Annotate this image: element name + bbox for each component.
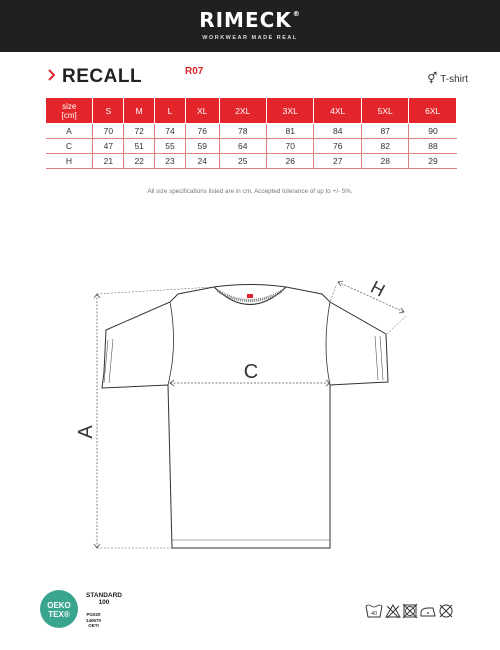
size-table-header	[46, 98, 457, 124]
table-cell: 55	[155, 139, 186, 154]
table-cell: 84	[314, 124, 361, 139]
row-label: A	[46, 124, 93, 139]
svg-text:40: 40	[370, 611, 378, 617]
brand-name: RIMECK	[199, 8, 292, 32]
table-cell: 59	[185, 139, 219, 154]
product-type-label: T-shirt	[440, 74, 468, 85]
tshirt-outline	[102, 287, 388, 548]
tshirt-measurement-diagram	[0, 250, 500, 570]
size-header: M	[124, 98, 155, 124]
size-table	[45, 97, 457, 169]
chevron-right-icon	[48, 69, 56, 81]
table-cell: 82	[361, 139, 408, 154]
table-cell: 87	[361, 124, 408, 139]
dimension-a-label: A	[75, 425, 97, 439]
table-cell: 27	[314, 154, 361, 169]
table-cell: 21	[93, 154, 124, 169]
size-header: XL	[185, 98, 219, 124]
product-code: R07	[185, 66, 204, 77]
brand-tagline: WORKWEAR MADE REAL	[202, 35, 298, 41]
table-cell: 90	[409, 124, 457, 139]
table-cell: 76	[314, 139, 361, 154]
table-cell: 47	[93, 139, 124, 154]
no-dry-clean-icon	[440, 605, 452, 617]
table-cell: 51	[124, 139, 155, 154]
product-title-row	[48, 66, 468, 88]
table-cell: 29	[409, 154, 457, 169]
oeko-tex-logo: OEKO TEX®	[40, 590, 78, 628]
no-tumble-dry-icon	[403, 604, 417, 618]
table-cell: 72	[124, 124, 155, 139]
product-name: RECALL	[62, 66, 143, 87]
neck-label-icon	[247, 294, 253, 298]
table-cell: 24	[185, 154, 219, 169]
table-cell: 64	[219, 139, 266, 154]
size-header: 6XL	[409, 98, 457, 124]
table-cell: 88	[409, 139, 457, 154]
unit-header: size [cm]	[46, 98, 93, 124]
care-symbols	[365, 602, 465, 620]
size-header: 3XL	[267, 98, 314, 124]
table-cell: 78	[219, 124, 266, 139]
brand-logo	[0, 8, 500, 32]
table-cell: 23	[155, 154, 186, 169]
seam-right	[326, 302, 330, 385]
unisex-icon: ⚥	[427, 73, 438, 85]
oeko-certificate-code: PG020 140670 OETI	[86, 612, 102, 628]
oeko-standard: STANDARD 100	[86, 592, 122, 606]
table-row	[46, 124, 457, 139]
right-sleeve-hem	[375, 336, 383, 380]
registered-mark: ®	[292, 10, 301, 18]
table-cell: 70	[267, 139, 314, 154]
collar-back	[214, 285, 286, 288]
dimension-c-label: C	[243, 361, 259, 383]
size-header: L	[155, 98, 186, 124]
no-bleach-icon	[386, 605, 400, 618]
table-row	[46, 139, 457, 154]
table-cell: 25	[219, 154, 266, 169]
table-cell: 22	[124, 154, 155, 169]
wash-40-icon	[366, 605, 382, 617]
dimension-h-label: H	[367, 276, 389, 301]
row-label: C	[46, 139, 93, 154]
table-cell: 76	[185, 124, 219, 139]
table-cell: 81	[267, 124, 314, 139]
table-row	[46, 154, 457, 169]
product-type	[427, 72, 468, 85]
seam-left	[168, 302, 174, 385]
size-header: S	[93, 98, 124, 124]
size-header: 5XL	[361, 98, 408, 124]
size-header: 4XL	[314, 98, 361, 124]
iron-low-icon	[421, 608, 435, 616]
table-cell: 26	[267, 154, 314, 169]
row-label: H	[46, 154, 93, 169]
size-note: All size specifications listed are in cm. Accepted tolerance of up to +/- 5%.	[147, 188, 353, 195]
table-cell: 28	[361, 154, 408, 169]
table-cell: 70	[93, 124, 124, 139]
size-header: 2XL	[219, 98, 266, 124]
brand-header	[0, 0, 500, 52]
table-cell: 74	[155, 124, 186, 139]
